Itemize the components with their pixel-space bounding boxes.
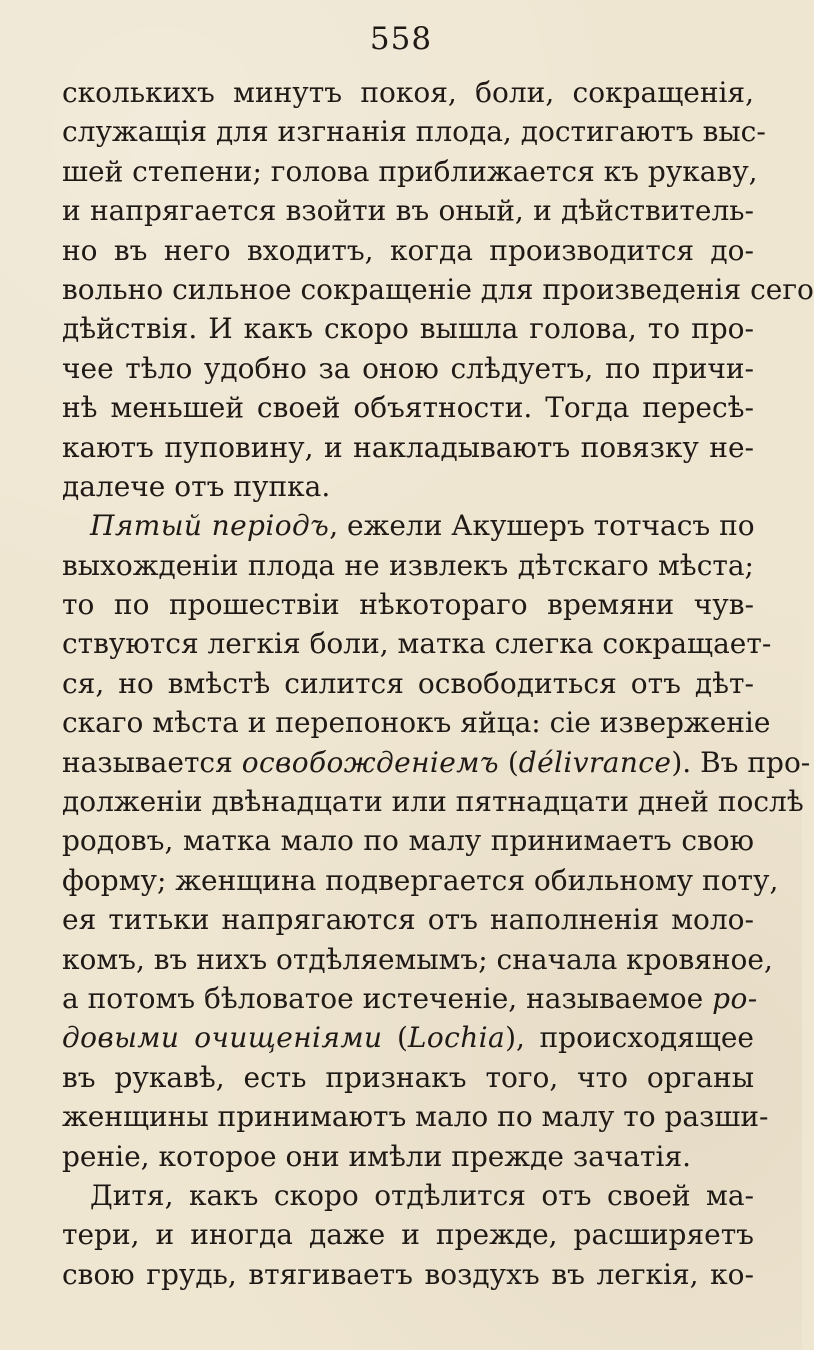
text-span: каютъ пуповину, и накладываютъ повязку не- bbox=[62, 430, 754, 464]
text-line bbox=[62, 703, 771, 742]
italic-term: довыми очищеніями bbox=[62, 1021, 383, 1055]
text-span: скольких bbox=[62, 76, 198, 109]
text-span: и напрягается взойти въ оный, и дѣйствитель- bbox=[62, 194, 754, 228]
text-line bbox=[62, 1097, 769, 1136]
text-line bbox=[62, 821, 754, 860]
text-span: нѣ меньшей своей объятности. Тогда пересѣ- bbox=[62, 391, 754, 425]
text-line bbox=[62, 349, 754, 388]
text-line bbox=[62, 309, 754, 348]
text-span: Дитя, какъ скоро отдѣлится отъ своей ма- bbox=[90, 1178, 754, 1212]
text-span: выхожденіи плода не извлекъ дѣтскаго мѣста; bbox=[62, 548, 754, 582]
text-span: форму; женщина подвергается обильному поту, bbox=[62, 863, 779, 897]
text-span: ся, но вмѣстѣ силится освободиться отъ дѣт- bbox=[62, 666, 754, 700]
text-span: ствуются легкія боли, матка слегка сокращает- bbox=[62, 627, 772, 661]
text-span: долженіи двѣнадцати или пятнадцати дней послѣ bbox=[62, 785, 804, 819]
italic-term: освобожденіемъ bbox=[241, 745, 499, 779]
text-span: ( bbox=[498, 745, 519, 779]
text-line bbox=[62, 743, 811, 782]
text-span: свою грудь, втягиваетъ воздухъ въ легкія, ко- bbox=[62, 1257, 754, 1291]
text-line bbox=[62, 1018, 754, 1057]
italic-term: Lochia bbox=[407, 1021, 506, 1055]
text-span: комъ, въ нихъ отдѣляемымъ; сначала кровяное, bbox=[62, 942, 773, 976]
text-span: скаго мѣста и перепонокъ яйца: сіе изверженіе bbox=[62, 706, 771, 740]
text-line bbox=[62, 782, 804, 821]
text-line bbox=[62, 861, 779, 900]
text-line bbox=[62, 191, 754, 230]
text-line bbox=[62, 585, 754, 624]
text-span: а потомъ бѣловатое истеченіе, называемое bbox=[62, 981, 713, 1015]
text-line bbox=[62, 73, 754, 112]
italic-term: délivrance bbox=[518, 745, 672, 779]
text-span: ( bbox=[382, 1021, 408, 1055]
italic-term: ро- bbox=[712, 981, 758, 1015]
text-span: вольно сильное сокращеніе для произведенія сего bbox=[62, 272, 814, 306]
text-span: шей степени; голова приближается къ рукаву, bbox=[62, 154, 758, 188]
text-line bbox=[62, 1137, 732, 1176]
text-line bbox=[62, 1058, 754, 1097]
text-line bbox=[62, 1176, 754, 1215]
text-line bbox=[62, 152, 758, 191]
text-span: женщины принимаютъ мало по малу то разши- bbox=[62, 1100, 769, 1134]
text-span: ея титьки напрягаются отъ наполненія моло- bbox=[62, 903, 754, 937]
text-span: ъ минутъ покоя, боли, сокращенія, bbox=[197, 76, 754, 109]
text-span: , ежели Акушеръ тотчасъ по bbox=[329, 509, 755, 543]
text-span: называется bbox=[62, 745, 242, 779]
text-span: но въ него входитъ, когда производится до- bbox=[62, 233, 754, 267]
text-line bbox=[62, 664, 754, 703]
text-line bbox=[62, 1255, 754, 1294]
text-span: родовъ, матка мало по малу принимаетъ свою bbox=[62, 824, 754, 858]
text-line bbox=[62, 506, 754, 545]
text-line bbox=[62, 900, 754, 939]
text-line bbox=[62, 388, 754, 427]
text-span: тери, и иногда даже и прежде, расширяетъ bbox=[62, 1218, 754, 1252]
text-line bbox=[62, 979, 758, 1018]
text-span: далече отъ пупка. bbox=[62, 469, 331, 503]
text-span: ). Въ про- bbox=[671, 745, 811, 779]
text-line bbox=[62, 1215, 754, 1254]
text-span: реніе, которое они имѣли прежде зачатія. bbox=[62, 1139, 692, 1173]
page-number: 558 bbox=[369, 21, 433, 57]
text-span: служащія для изгнанія плода, достигаютъ выс- bbox=[62, 115, 766, 149]
text-span: дѣйствія. И какъ скоро вышла голова, то про- bbox=[62, 312, 754, 346]
text-span: то по прошествіи нѣкотораго времяни чув- bbox=[62, 588, 754, 622]
text-line bbox=[62, 467, 754, 506]
text-span: въ рукавѣ, есть признакъ того, что органы bbox=[62, 1060, 754, 1094]
text-line bbox=[62, 270, 814, 309]
text-line bbox=[62, 231, 754, 270]
text-span: ), происходящее bbox=[505, 1021, 754, 1055]
text-line bbox=[62, 940, 773, 979]
text-line bbox=[62, 428, 754, 467]
text-line bbox=[62, 546, 754, 585]
text-line bbox=[62, 624, 772, 663]
page-body-text bbox=[62, 73, 814, 1294]
italic-term: Пятый періодъ bbox=[90, 509, 330, 543]
text-line bbox=[62, 112, 766, 151]
text-span: чее тѣло удобно за оною слѣдуетъ, по причи- bbox=[62, 351, 754, 385]
